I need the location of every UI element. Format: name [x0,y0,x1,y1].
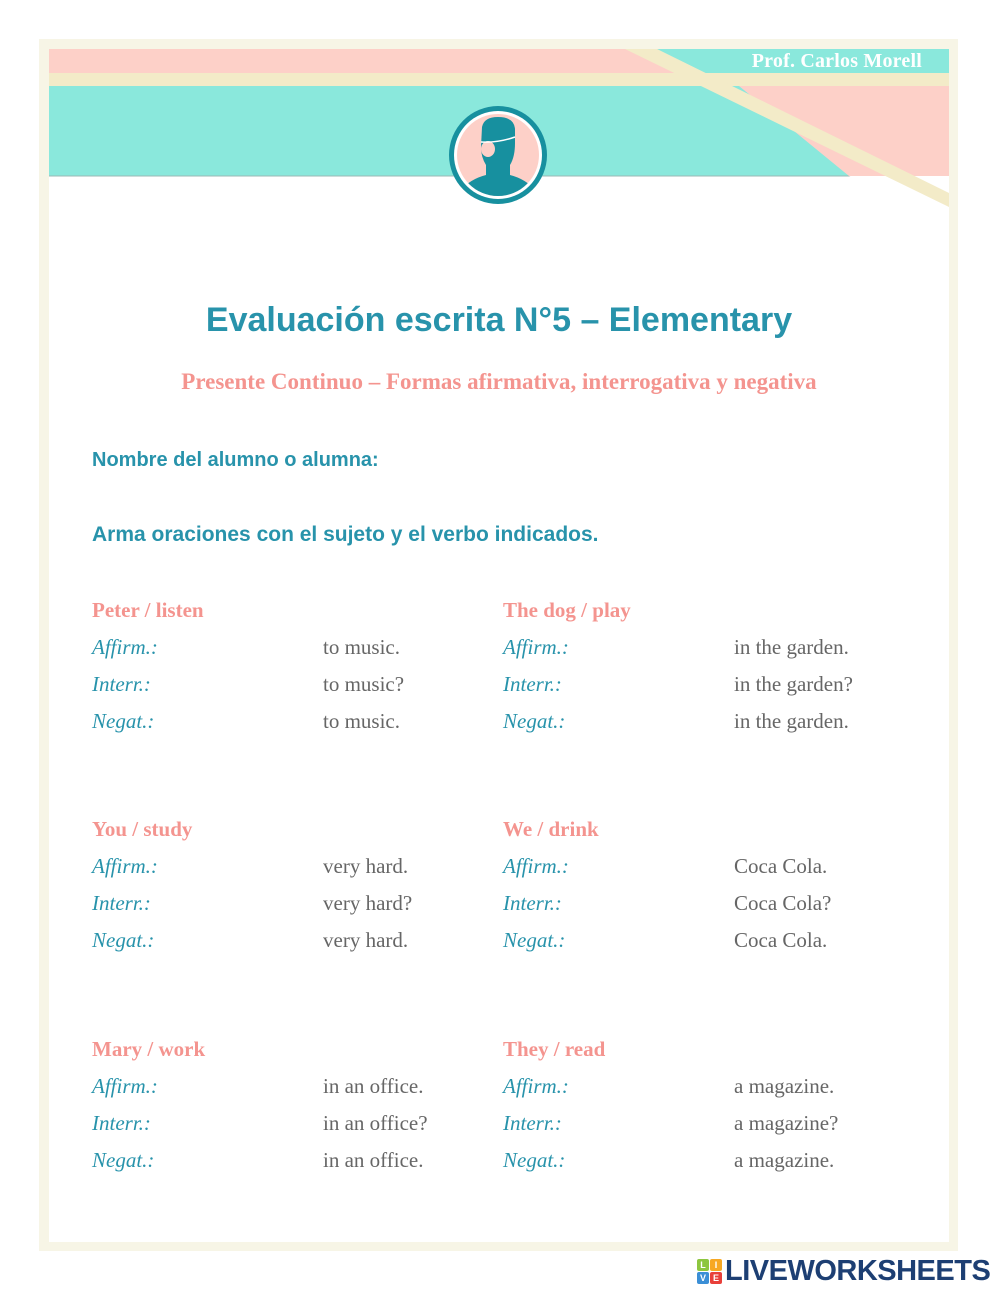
sentence-ending: a magazine. [734,1074,835,1098]
affirmative-row [92,1073,492,1110]
row-label: Negat.: [503,928,566,952]
sentence-ending: a magazine? [734,1111,839,1135]
exercise-prompt: Mary / work [92,1037,206,1061]
logo-letter: I [710,1259,722,1271]
author-name: Prof. Carlos Morell [751,50,922,72]
negative-row [503,927,903,964]
exercise-block [92,597,492,745]
sentence-ending: very hard. [323,854,409,878]
affirmative-row [503,1073,903,1110]
row-label: Negat.: [92,1148,155,1172]
exercise-prompt: Peter / listen [92,598,204,622]
logo-text: LIVEWORKSHEETS [725,1254,991,1287]
interrogative-row [92,671,492,708]
exercise-block [503,1036,903,1184]
live-blocks-icon [697,1259,722,1284]
liveworksheets-logo[interactable] [697,1256,990,1286]
negative-row [503,1147,903,1184]
row-label: Affirm.: [503,854,569,878]
negative-row [503,708,903,745]
person-silhouette-icon [448,105,548,205]
exercise-prompt: They / read [503,1037,606,1061]
exercise-block [92,1036,492,1184]
negative-row [92,927,492,964]
negative-row [92,1147,492,1184]
interrogative-row [503,671,903,708]
sentence-ending: to music. [323,635,400,659]
exercise-prompt: The dog / play [503,598,631,622]
decorative-header [49,49,949,209]
row-label: Interr.: [503,891,562,915]
row-label: Negat.: [92,709,155,733]
sentence-ending: Coca Cola. [734,928,828,952]
row-label: Interr.: [503,672,562,696]
logo-letter: V [697,1272,709,1284]
sentence-ending: to music. [323,709,400,733]
row-label: Interr.: [503,1111,562,1135]
row-label: Negat.: [503,709,566,733]
exercise-prompt: You / study [92,817,193,841]
sentence-ending: in the garden? [734,672,853,696]
sentence-ending: in an office. [323,1148,424,1172]
sentence-ending: very hard. [323,928,409,952]
interrogative-row [503,890,903,927]
logo-letter: L [697,1259,709,1271]
row-label: Affirm.: [503,1074,569,1098]
row-label: Interr.: [92,672,151,696]
row-label: Negat.: [503,1148,566,1172]
row-label: Affirm.: [92,1074,158,1098]
sentence-ending: to music? [323,672,405,696]
negative-row [92,708,492,745]
exercise-block [92,816,492,964]
row-label: Affirm.: [92,635,158,659]
row-label: Negat.: [92,928,155,952]
avatar [448,105,548,205]
interrogative-row [92,1110,492,1147]
sentence-ending: in the garden. [734,709,849,733]
instruction-text: Arma oraciones con el sujeto y el verbo indicados. [92,523,599,546]
row-label: Interr.: [92,891,151,915]
row-label: Affirm.: [92,854,158,878]
affirmative-row [92,853,492,890]
sentence-ending: very hard? [323,891,413,915]
exercise-block [503,597,903,745]
sentence-ending: Coca Cola. [734,854,828,878]
affirmative-row [503,634,903,671]
row-label: Interr.: [92,1111,151,1135]
page-subtitle: Presente Continuo – Formas afirmativa, interrogativa y negativa [181,369,817,394]
affirmative-row [92,634,492,671]
sentence-ending: in an office? [323,1111,428,1135]
affirmative-row [503,853,903,890]
sentence-ending: Coca Cola? [734,891,832,915]
logo-letter: E [710,1272,722,1284]
interrogative-row [92,890,492,927]
exercise-block [503,816,903,964]
sentence-ending: in the garden. [734,635,849,659]
sentence-ending: a magazine. [734,1148,835,1172]
worksheet-page [49,49,949,1242]
student-name-label: Nombre del alumno o alumna: [92,449,379,471]
sentence-ending: in an office. [323,1074,424,1098]
page-title: Evaluación escrita N°5 – Elementary [205,301,793,339]
exercise-prompt: We / drink [503,817,599,841]
interrogative-row [503,1110,903,1147]
row-label: Affirm.: [503,635,569,659]
